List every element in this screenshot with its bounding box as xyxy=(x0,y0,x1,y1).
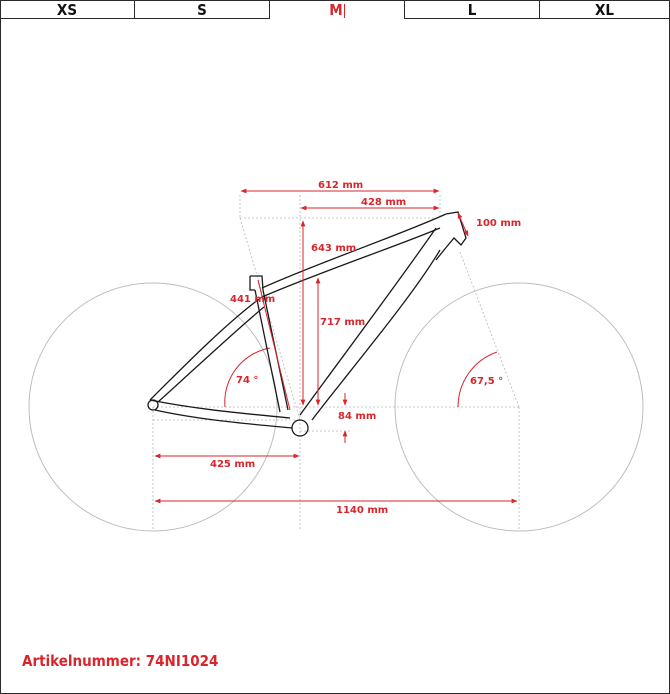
frame-height-label: 717 mm xyxy=(320,317,366,328)
chainstay-label: 425 mm xyxy=(210,459,256,470)
dimension-lines xyxy=(155,191,517,501)
wheelbase-label: 1140 mm xyxy=(336,505,389,516)
head-angle-label: 67,5 ° xyxy=(470,376,504,387)
head-tube-label: 100 mm xyxy=(476,218,522,229)
reach-label: 612 mm xyxy=(318,180,364,191)
seat-angle-label: 74 ° xyxy=(236,375,259,386)
tab-m-label: M xyxy=(329,1,343,19)
tab-xs-label: XS xyxy=(56,1,78,19)
seat-tube-label: 441 mm xyxy=(230,294,276,305)
tab-xl-label: XL xyxy=(594,1,614,19)
bike-frame xyxy=(148,212,466,436)
top-tube-label: 428 mm xyxy=(361,197,407,208)
stack-label: 643 mm xyxy=(311,243,357,254)
tab-l-label: L xyxy=(467,1,477,19)
bb-drop-label: 84 mm xyxy=(338,411,377,422)
article-number: Artikelnummer: 74NI1024 xyxy=(22,652,219,670)
tab-s-label: S xyxy=(197,1,207,19)
